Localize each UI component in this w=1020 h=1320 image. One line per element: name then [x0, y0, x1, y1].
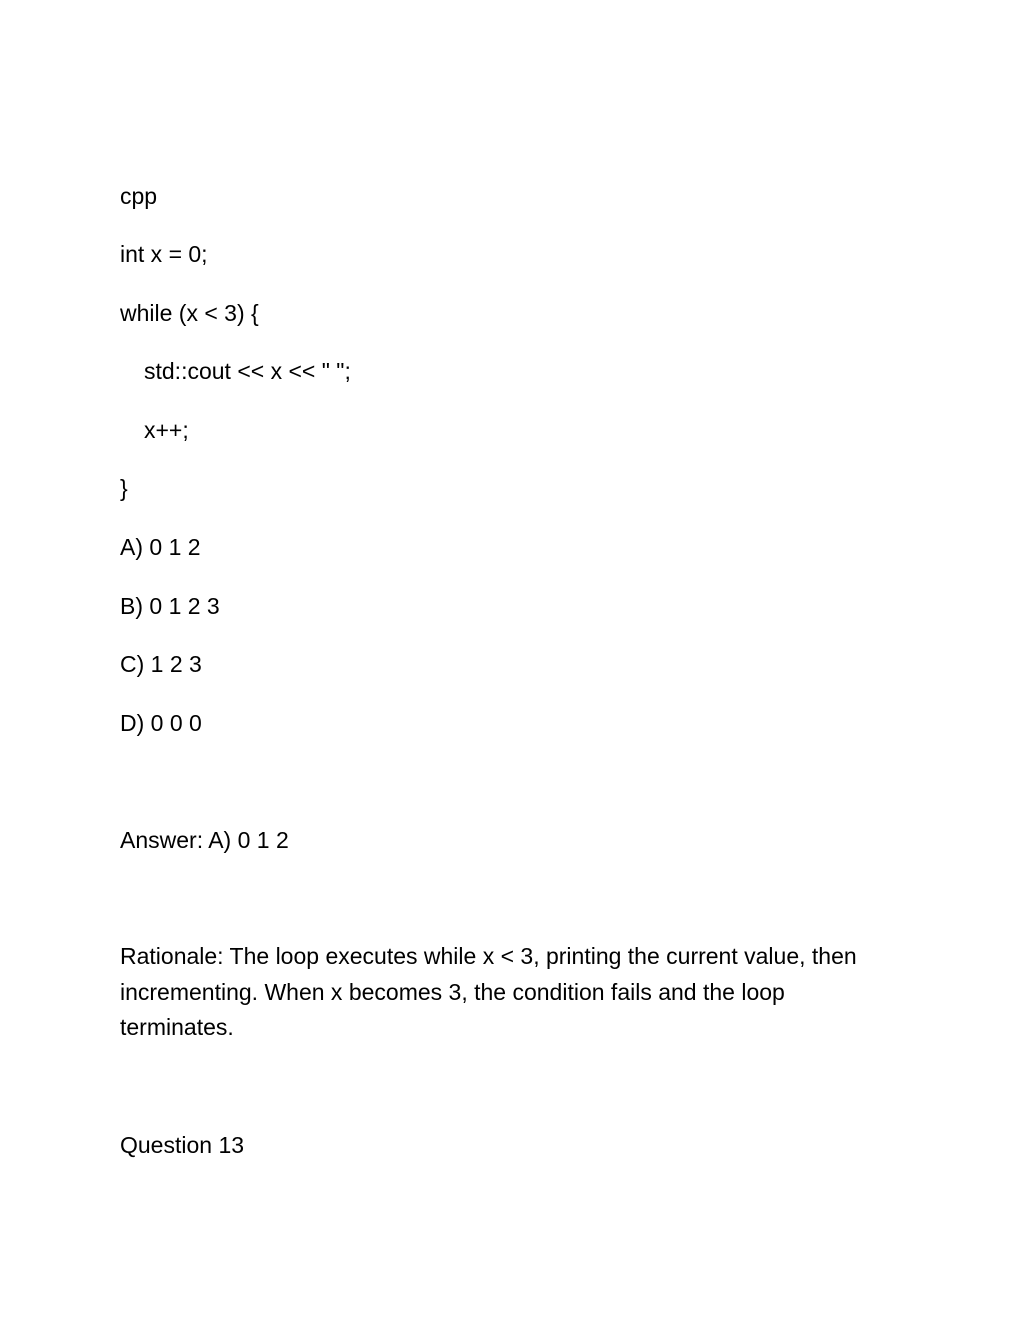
code-language-label: cpp: [120, 183, 158, 209]
answer-option-c: C) 1 2 3: [120, 651, 202, 677]
code-line: x++;: [144, 417, 189, 443]
answer-option-b: B) 0 1 2 3: [120, 593, 220, 619]
next-question-heading: Question 13: [120, 1132, 245, 1158]
code-line: std::cout << x << " ";: [144, 358, 351, 384]
code-line: while (x < 3) {: [120, 300, 259, 326]
answer-line: Answer: A) 0 1 2: [120, 827, 289, 853]
answer-option-d: D) 0 0 0: [120, 710, 202, 736]
code-line: }: [120, 475, 128, 501]
code-line: int x = 0;: [120, 241, 208, 267]
answer-option-a: A) 0 1 2: [120, 534, 201, 560]
rationale-paragraph: Rationale: The loop executes while x < 3, printing the current value, then incrementing. When x becomes 3, the condition fails and the loop terminates.: [120, 943, 857, 1040]
